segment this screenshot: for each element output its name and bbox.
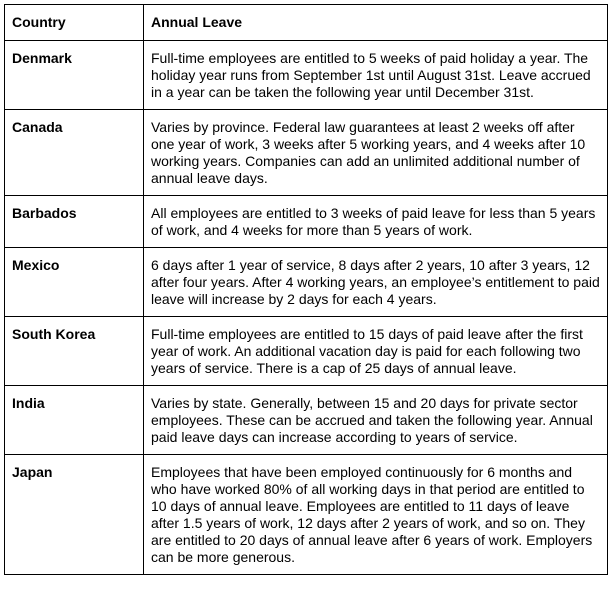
country-cell: Japan [5, 455, 144, 575]
column-header-annual-leave: Annual Leave [144, 5, 608, 41]
column-header-country: Country [5, 5, 144, 41]
country-cell: Mexico [5, 248, 144, 317]
annual-leave-cell: Full-time employees are entitled to 15 days of paid leave after the first year of work. An additional vacation day is paid for each following two years of service. There is a cap of 25 days of annual leave. [144, 317, 608, 386]
annual-leave-cell: Varies by state. Generally, between 15 and 20 days for private sector employees. These can be accrued and taken the following year. Annual paid leave days can increase according to years of service. [144, 386, 608, 455]
table-row [5, 196, 608, 248]
table-header-row [5, 5, 608, 41]
country-cell: Denmark [5, 41, 144, 110]
annual-leave-cell: Full-time employees are entitled to 5 weeks of paid holiday a year. The holiday year runs from September 1st until August 31st. Leave accrued in a year can be taken the following year until December 31st. [144, 41, 608, 110]
annual-leave-cell: Employees that have been employed continuously for 6 months and who have worked 80% of all working days in that period are entitled to 10 days of annual leave. Employees are entitled to 11 days of leave after 1.5 years of work, 12 days after 2 years of work, and so on. They are entitled to 20 days of annual leave after 6 years of work. Employers can be more generous. [144, 455, 608, 575]
table-row [5, 386, 608, 455]
table-row [5, 455, 608, 575]
annual-leave-cell: All employees are entitled to 3 weeks of paid leave for less than 5 years of work, and 4 weeks for more than 5 years of work. [144, 196, 608, 248]
country-cell: Barbados [5, 196, 144, 248]
table-row [5, 317, 608, 386]
table-row [5, 41, 608, 110]
country-cell: South Korea [5, 317, 144, 386]
annual-leave-cell: 6 days after 1 year of service, 8 days after 2 years, 10 after 3 years, 12 after four years. After 4 working years, an employee’s entitlement to paid leave will increase by 2 days for each 4 years. [144, 248, 608, 317]
table-row [5, 248, 608, 317]
annual-leave-cell: Varies by province. Federal law guarantees at least 2 weeks off after one year of work, 3 weeks after 5 working years, and 4 weeks after 10 working years. Companies can add an unlimited additional number of annual leave days. [144, 110, 608, 196]
table-row [5, 110, 608, 196]
country-cell: Canada [5, 110, 144, 196]
annual-leave-table [4, 4, 608, 575]
country-cell: India [5, 386, 144, 455]
